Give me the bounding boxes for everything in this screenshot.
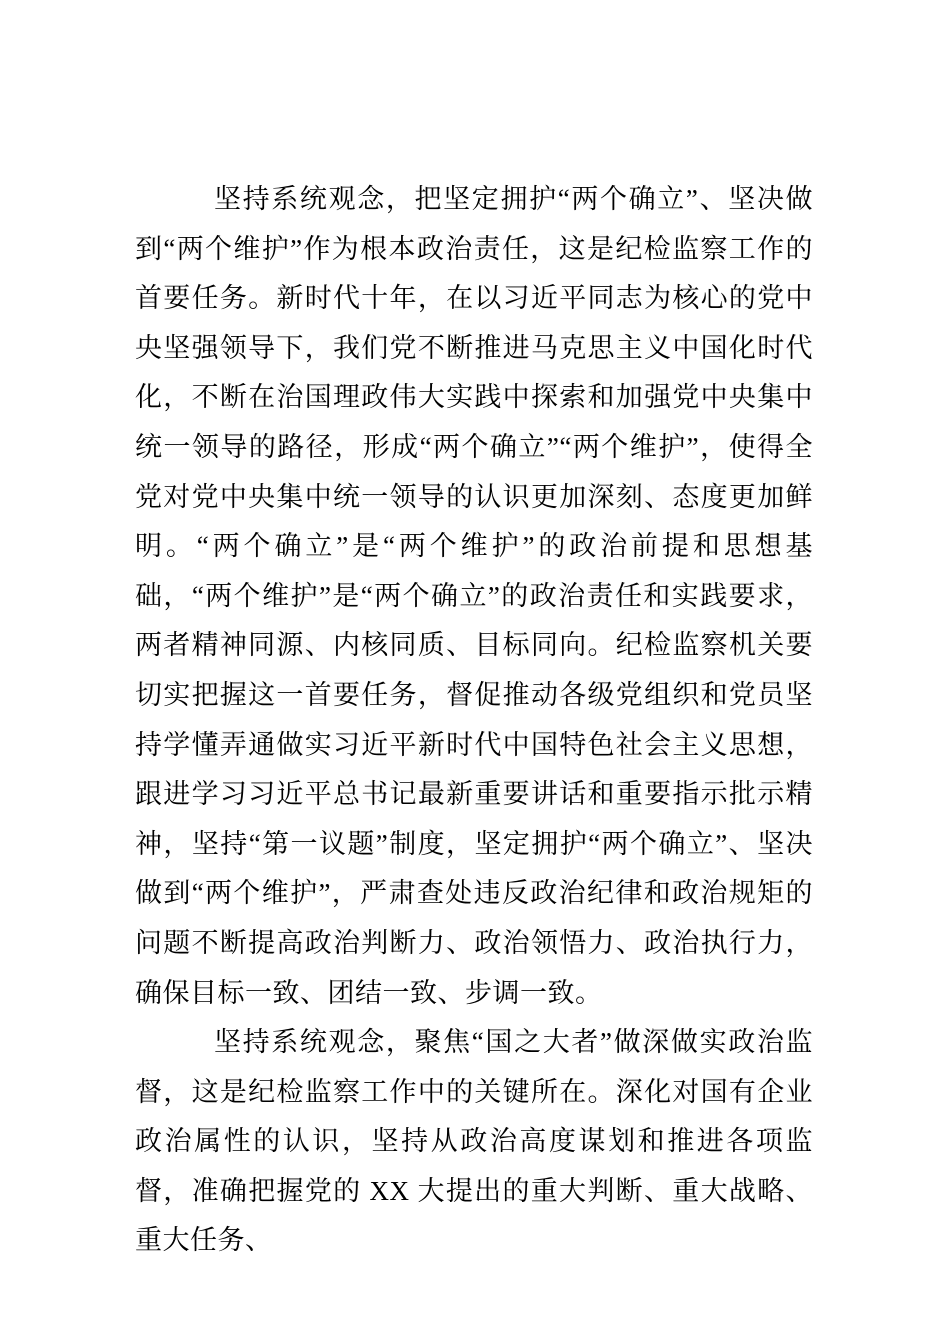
paragraph-2: 坚持系统观念，聚焦“国之大者”做深做实政治监督，这是纪检监察工作中的关键所在。深化对国有企业政治属性的认识，坚持从政治高度谋划和推进各项监督，准确把握党的 XX 大提出的重大判断、重大战略、重大任务、: [135, 1027, 813, 1256]
paragraph-1: 坚持系统观念，把坚定拥护“两个确立”、坚决做到“两个维护”作为根本政治责任，这是纪检监察工作的首要任务。新时代十年，在以习近平同志为核心的党中央坚强领导下，我们党不断推进马克思主义中国化时代化，不断在治国理政伟大实践中探索和加强党中央集中统一领导的路径，形成“两个确立”“两个维护”，使得全党对党中央集中统一领导的认识更加深刻、态度更加鲜明。“两个确立”是“两个维护”的政治前提和思想基础，“两个维护”是“两个确立”的政治责任和实践要求，两者精神同源、内核同质、目标同向。纪检监察机关要切实把握这一首要任务，督促推动各级党组织和党员坚持学懂弄通做实习近平新时代中国特色社会主义思想，跟进学习习近平总书记最新重要讲话和重要指示批示精神，坚持“第一议题”制度，坚定拥护“两个确立”、坚决做到“两个维护”，严肃查处违反政治纪律和政治规矩的问题不断提高政治判断力、政治领悟力、政治执行力，确保目标一致、团结一致、步调一致。: [135, 184, 813, 1008]
